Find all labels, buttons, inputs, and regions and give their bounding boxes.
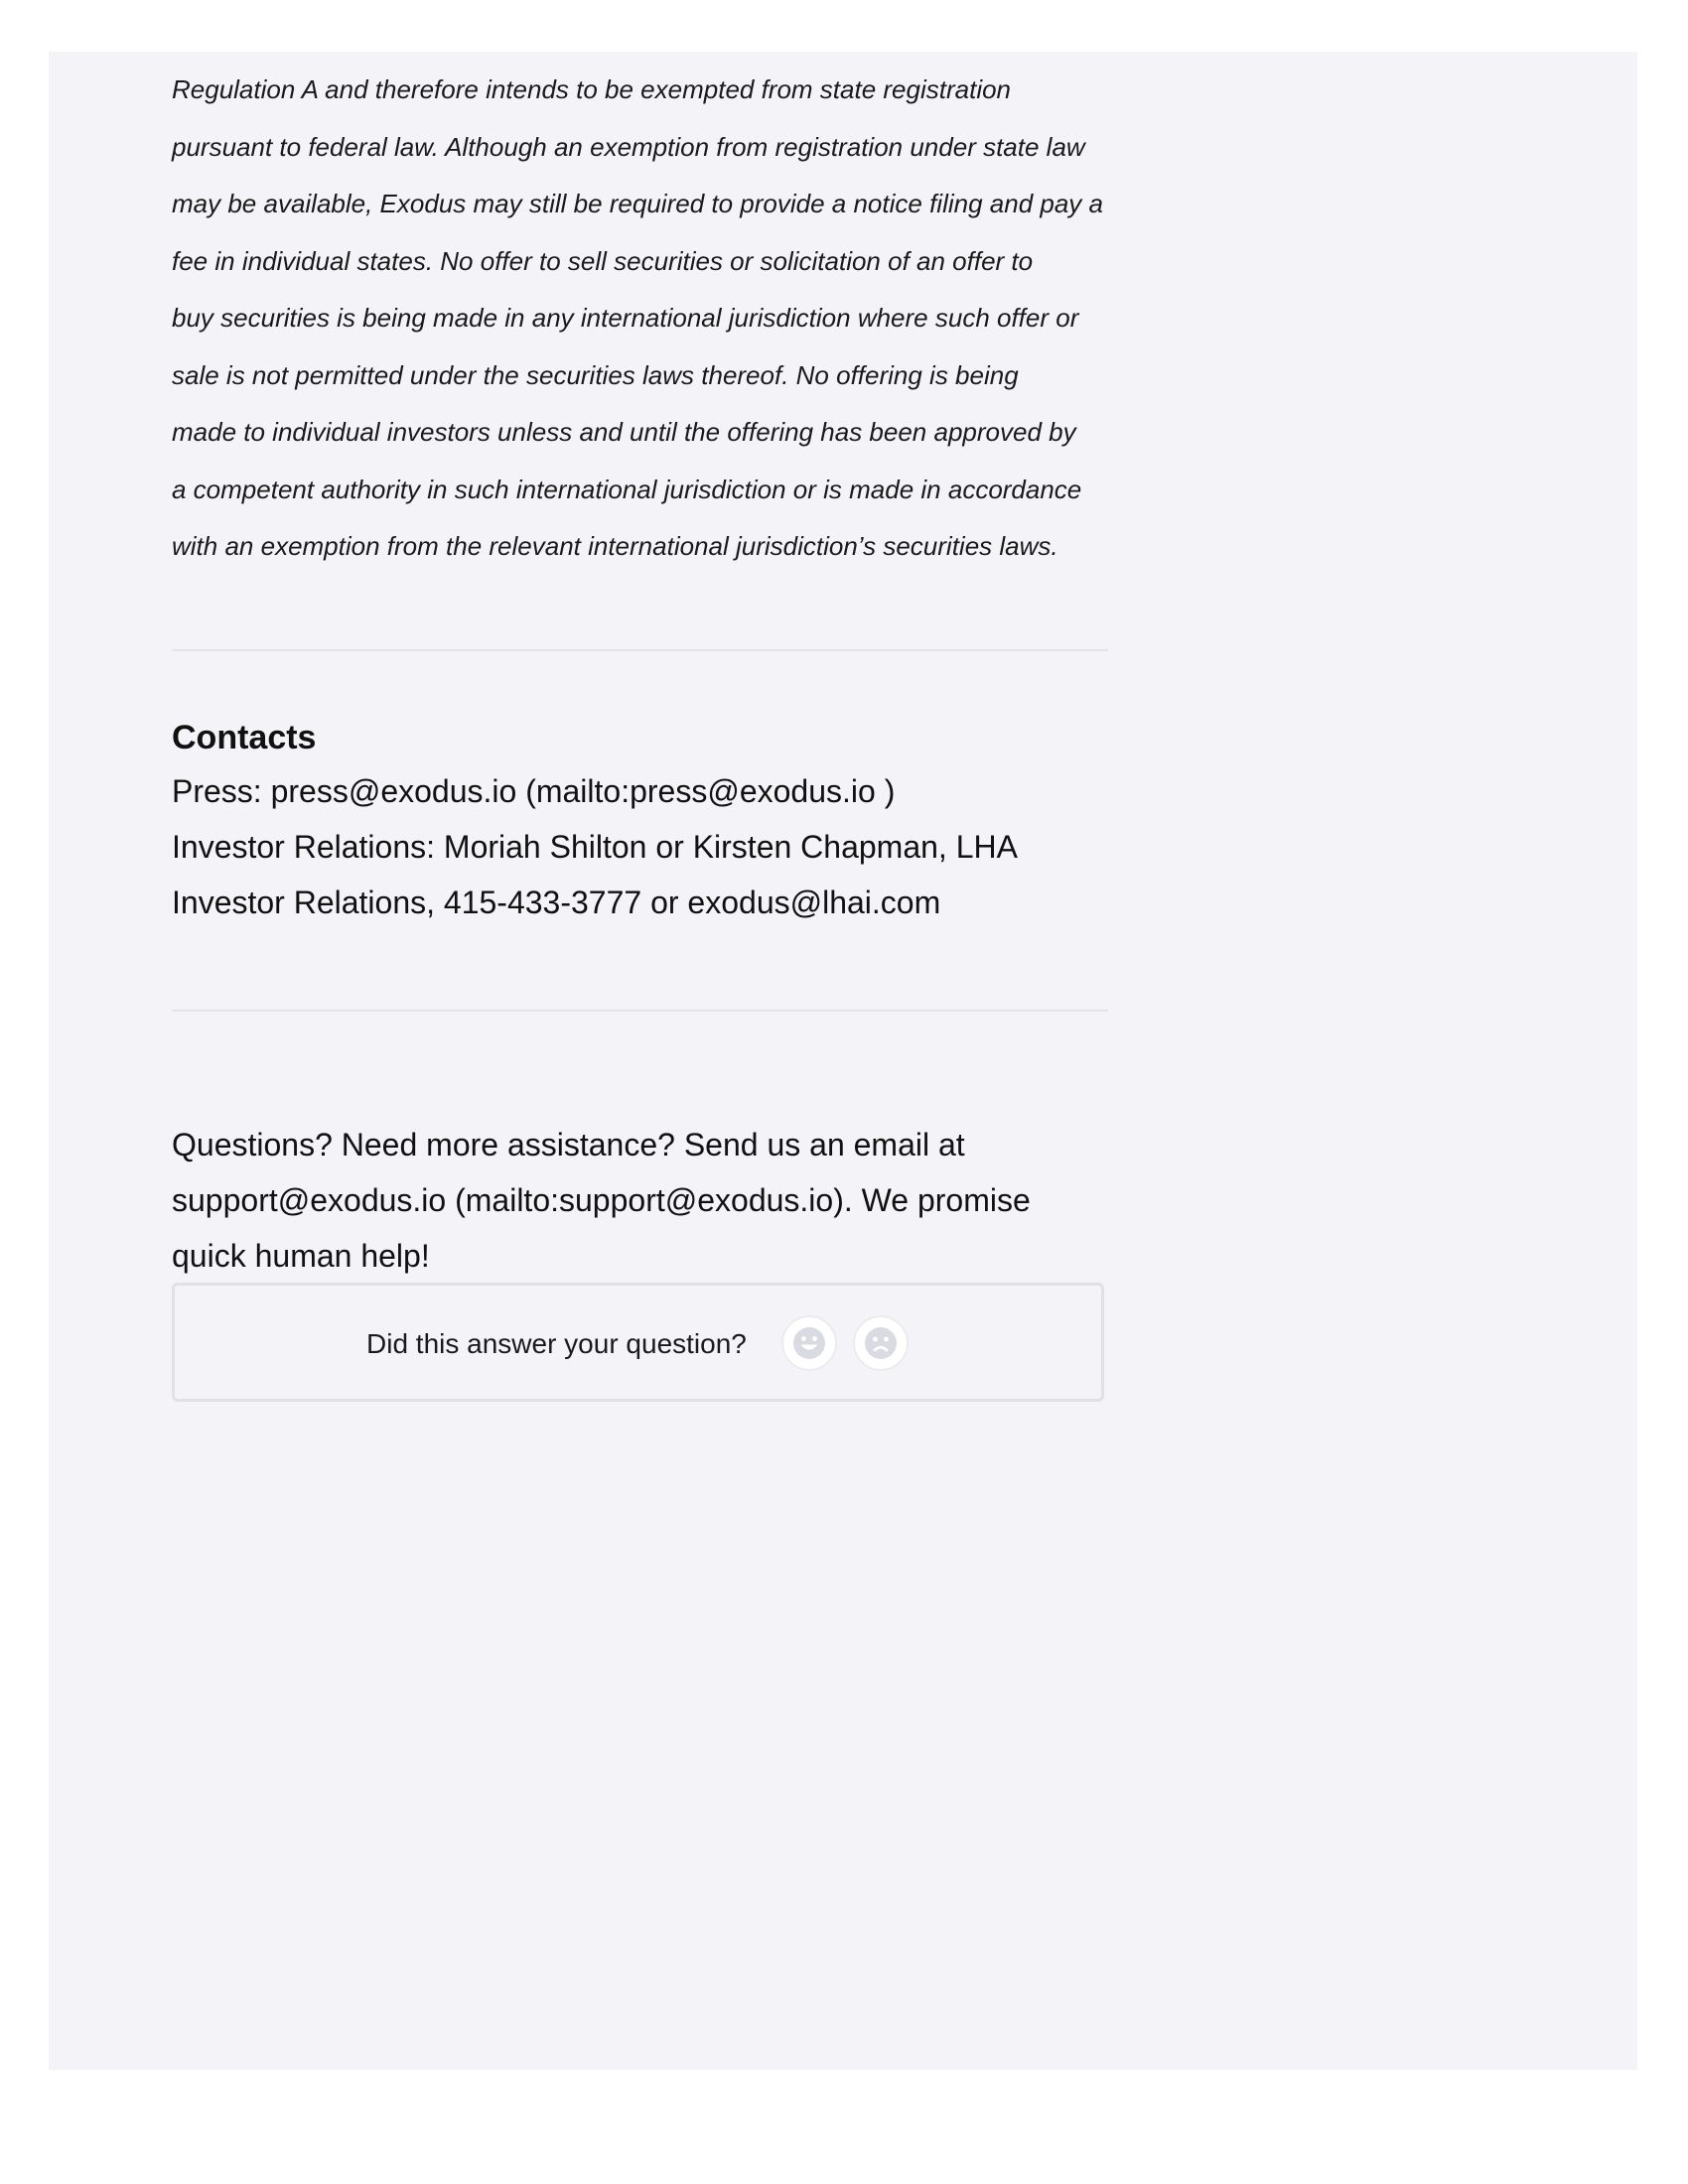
article-page — [49, 52, 1637, 2070]
disclaimer-line: pursuant to federal law. Although an exemption from registration under state law — [172, 131, 1085, 162]
disclaimer-line: may be available, Exodus may still be required to provide a notice filing and pay a — [172, 189, 1103, 218]
happy-reaction-button[interactable] — [781, 1315, 837, 1371]
contacts-section — [172, 712, 1110, 930]
article-body — [172, 52, 1110, 1359]
support-email-link[interactable]: support@exodus.io (mailto:support@exodus.io). We promise — [172, 1182, 1031, 1218]
disclaimer-line: sale is not permitted under the securities laws thereof. No offering is being — [172, 359, 1019, 390]
disclaimer-line: fee in individual states. No offer to sell securities or solicitation of an offer to — [172, 245, 1034, 276]
press-contact[interactable]: Press: press@exodus.io (mailto:press@exodus.io ) — [172, 773, 896, 809]
support-help-text — [172, 1117, 1110, 1284]
section-divider — [172, 649, 1108, 651]
disclaimer-line: a competent authority in such international jurisdiction or is made in accordance — [172, 474, 1082, 504]
disclaimer-line: made to individual investors unless and until the offering has been approved by — [172, 417, 1076, 447]
help-line: Questions? Need more assistance? Send us an email at — [172, 1127, 965, 1162]
contacts-heading: Contacts — [172, 719, 317, 756]
feedback-question: Did this answer your question? — [366, 1328, 747, 1359]
smiley-face-icon — [791, 1325, 827, 1361]
article-feedback — [172, 1283, 1104, 1402]
section-divider — [172, 1010, 1108, 1012]
sad-reaction-button[interactable] — [853, 1315, 909, 1371]
disclaimer-line: buy securities is being made in any international jurisdiction where such offer or — [172, 303, 1079, 333]
sad-face-icon — [863, 1325, 899, 1361]
investor-relations-phone-email[interactable]: Investor Relations, 415-433-3777 or exodus@lhai.com — [172, 885, 941, 920]
legal-disclaimer — [172, 52, 1110, 576]
investor-relations-contact: Investor Relations: Moriah Shilton or Kirsten Chapman, LHA — [172, 829, 1018, 865]
disclaimer-line: Regulation A and therefore intends to be exempted from state registration — [172, 74, 1012, 104]
disclaimer-line: with an exemption from the relevant international jurisdiction’s securities laws. — [172, 531, 1058, 561]
help-line: quick human help! — [172, 1238, 430, 1274]
